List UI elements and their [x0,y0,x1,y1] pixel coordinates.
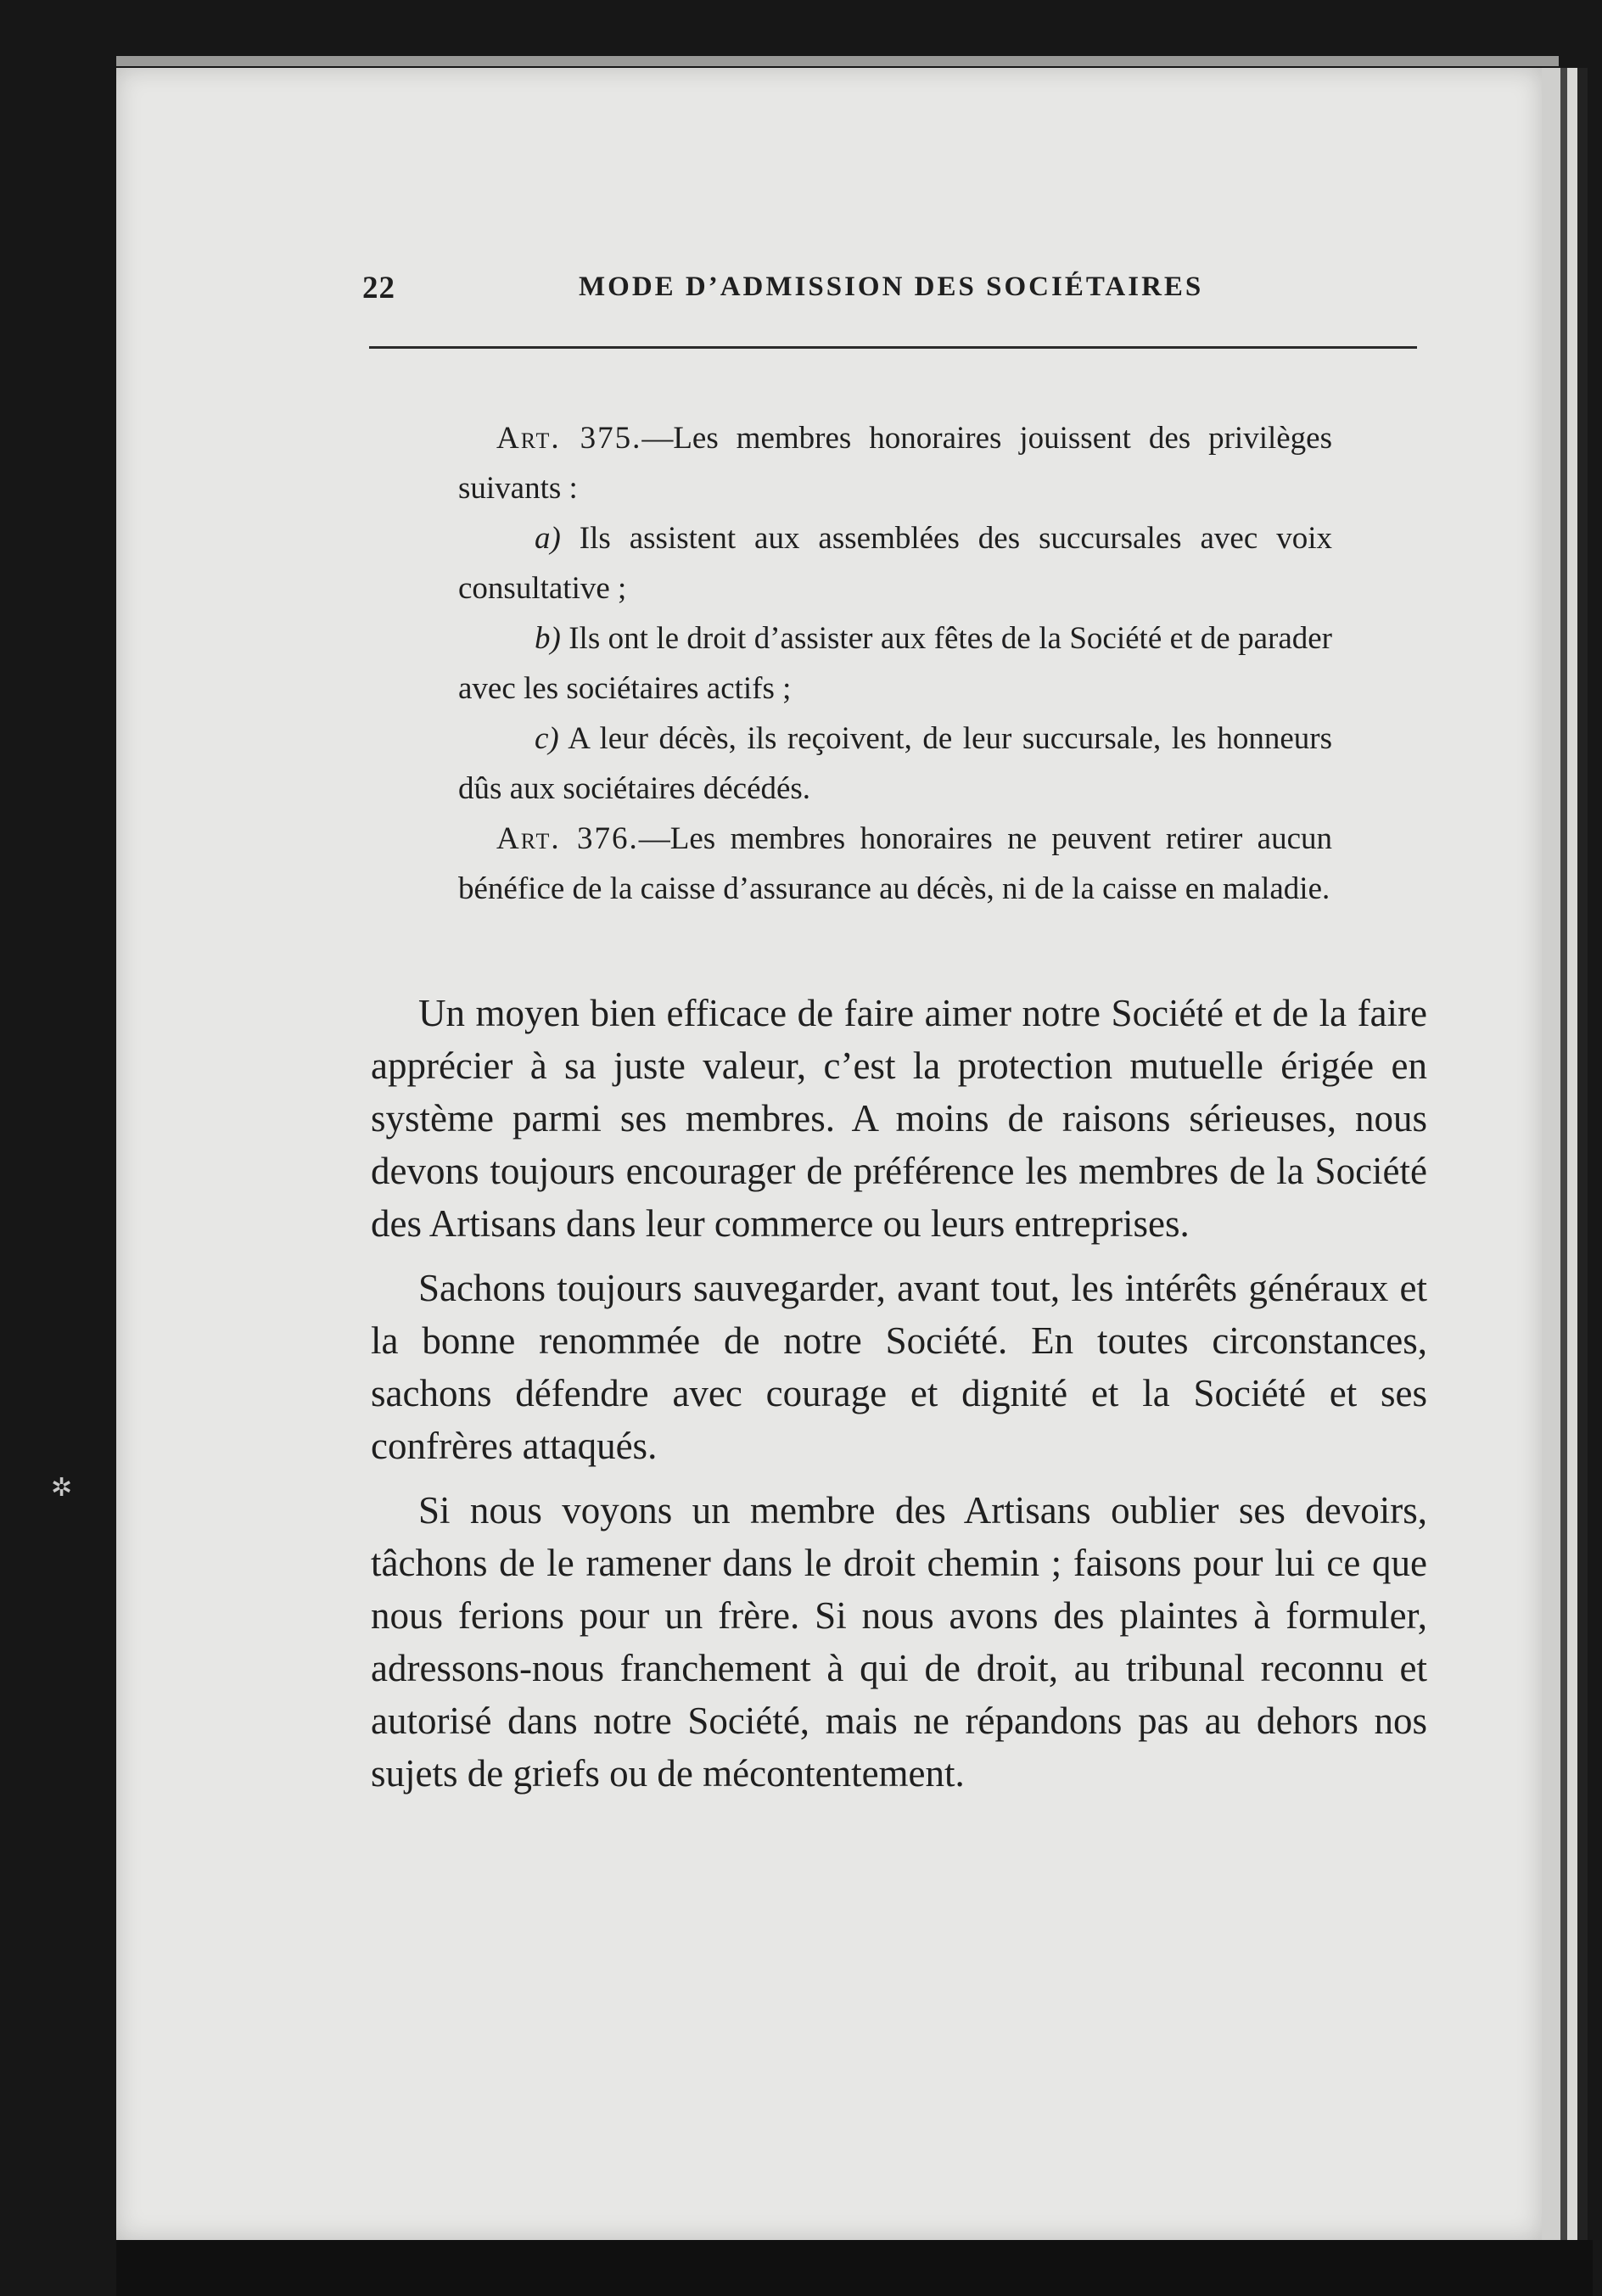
item-text: Ils assistent aux assemblées des succursales avec voix consultative ; [458,521,1333,606]
bottom-border [116,2240,1593,2296]
paragraph: Un moyen bien efficace de faire aimer notre Société et de la faire apprécier à sa juste valeur, c’est la protection mutuelle érigée en système parmi ses membres. A moins de raisons sérieuses, nous devons toujours encourager de préférence les membres de la Société des Artisans dans leur commerce ou leurs entreprises. [371,992,1427,1245]
page-number: 22 [362,271,395,305]
article-375-item-c [458,714,1332,814]
article-375-item-b [458,613,1332,714]
item-marker: c) [535,721,559,756]
item-text: A leur décès, ils reçoivent, de leur succursale, les honneurs dûs aux sociétaires décédés. [458,721,1332,806]
item-marker: b) [535,621,561,656]
paragraph: Si nous voyons un membre des Artisans oublier ses devoirs, tâchons de le ramener dans le droit chemin ; faisons pour lui ce que nous ferions pour un frère. Si nous avons des plaintes à formuler, adressons-nous franchement à qui de droit, au tribunal reconnu et autorisé dans notre Société, mais ne répandons pas au dehors nos sujets de griefs ou de mécontentement. [371,1489,1427,1795]
article-376 [458,814,1332,914]
top-page-edge [116,56,1559,66]
article-label: Art. 375. [496,421,642,456]
article-375-item-a [458,513,1332,613]
running-head: MODE D’ADMISSION DES SOCIÉTAIRES [579,272,1204,302]
articles-block [458,413,1332,914]
item-text: Ils ont le droit d’assister aux fêtes de la Société et de parader avec les sociétaires actifs ; [458,621,1333,706]
article-375 [458,413,1332,513]
article-label: Art. 376. [496,821,639,856]
header-rule [369,346,1417,349]
paragraph: Sachons toujours sauvegarder, avant tout, les intérêts généraux et la bonne renommée de notre Société. En toutes circonstances, sachons défendre avec courage et dignité et la Société et ses confrères attaqués. [371,1267,1427,1467]
right-page-edge [1542,68,1588,2240]
scan-artifact-icon: ✲ [51,1474,73,1502]
article-text: —Les membres honoraires jouissent des privilèges suivants : [458,421,1333,506]
item-marker: a) [535,521,561,556]
article-text: —Les membres honoraires ne peuvent retirer aucun bénéfice de la caisse d’assurance au décès, ni de la caisse en maladie. [458,821,1332,906]
body-text [371,987,1427,1800]
page-header [362,270,1414,312]
